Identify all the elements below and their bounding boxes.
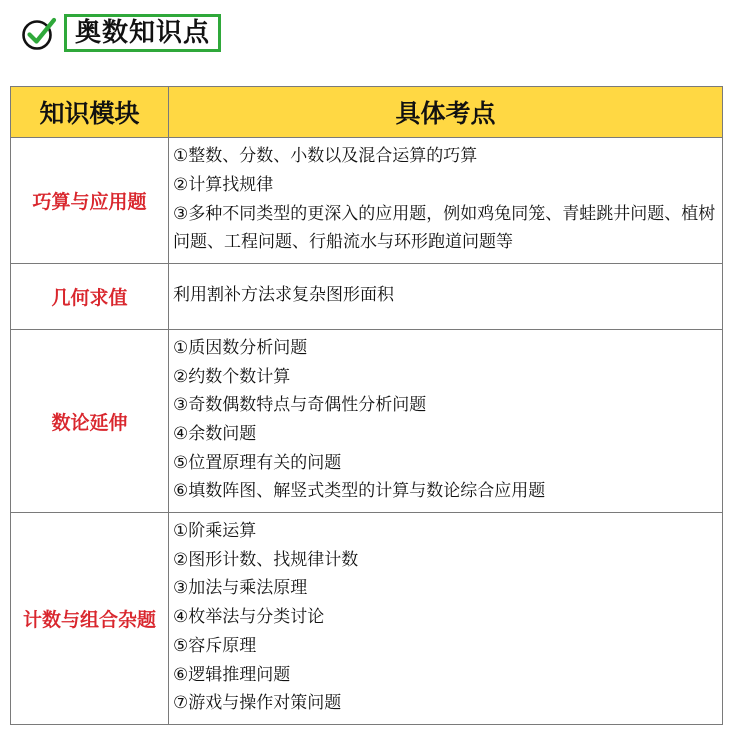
page-title-box <box>64 14 221 52</box>
point-item: ①阶乘运算 <box>173 521 257 542</box>
table-row <box>11 513 723 725</box>
point-item: ②计算找规律 <box>173 174 274 195</box>
knowledge-points-table <box>10 86 723 725</box>
point-item: ②约数个数计算 <box>173 366 291 387</box>
points-cell <box>169 264 723 330</box>
table-row <box>11 330 723 513</box>
point-item: ①质因数分析问题 <box>173 337 308 358</box>
table-header-row <box>11 87 723 138</box>
point-item: 利用割补方法求复杂图形面积 <box>173 285 394 306</box>
point-item: ①整数、分数、小数以及混合运算的巧算 <box>173 146 478 167</box>
points-cell <box>169 513 723 725</box>
points-cell <box>169 138 723 264</box>
checkmark-circle-icon <box>20 14 58 52</box>
point-item: ⑤位置原理有关的问题 <box>173 452 342 473</box>
page-title: 奥数知识点 <box>75 18 211 48</box>
point-item: ③加法与乘法原理 <box>173 578 308 599</box>
point-item: ⑦游戏与操作对策问题 <box>173 693 342 714</box>
column-header-points: 具体考点 <box>169 87 723 138</box>
module-cell: 数论延伸 <box>11 330 169 513</box>
point-item: ③奇数偶数特点与奇偶性分析问题 <box>173 395 427 416</box>
module-cell: 计数与组合杂题 <box>11 513 169 725</box>
table-row <box>11 264 723 330</box>
point-item: ⑥逻辑推理问题 <box>173 664 291 685</box>
point-item: ③多种不同类型的更深入的应用题，例如鸡兔同笼、青蛙跳井问题、植树问题、工程问题、行船流水与环形跑道问题等 <box>173 203 716 253</box>
point-item: ④枚举法与分类讨论 <box>173 607 325 628</box>
point-item: ⑤容斥原理 <box>173 635 257 656</box>
module-cell: 几何求值 <box>11 264 169 330</box>
page-header <box>20 10 221 56</box>
column-header-module: 知识模块 <box>11 87 169 138</box>
table-row <box>11 138 723 264</box>
point-item: ④余数问题 <box>173 424 257 444</box>
point-item: ⑥填数阵图、解竖式类型的计算与数论综合应用题 <box>173 481 546 502</box>
points-cell <box>169 330 723 513</box>
module-cell: 巧算与应用题 <box>11 138 169 264</box>
point-item: ②图形计数、找规律计数 <box>173 549 359 570</box>
